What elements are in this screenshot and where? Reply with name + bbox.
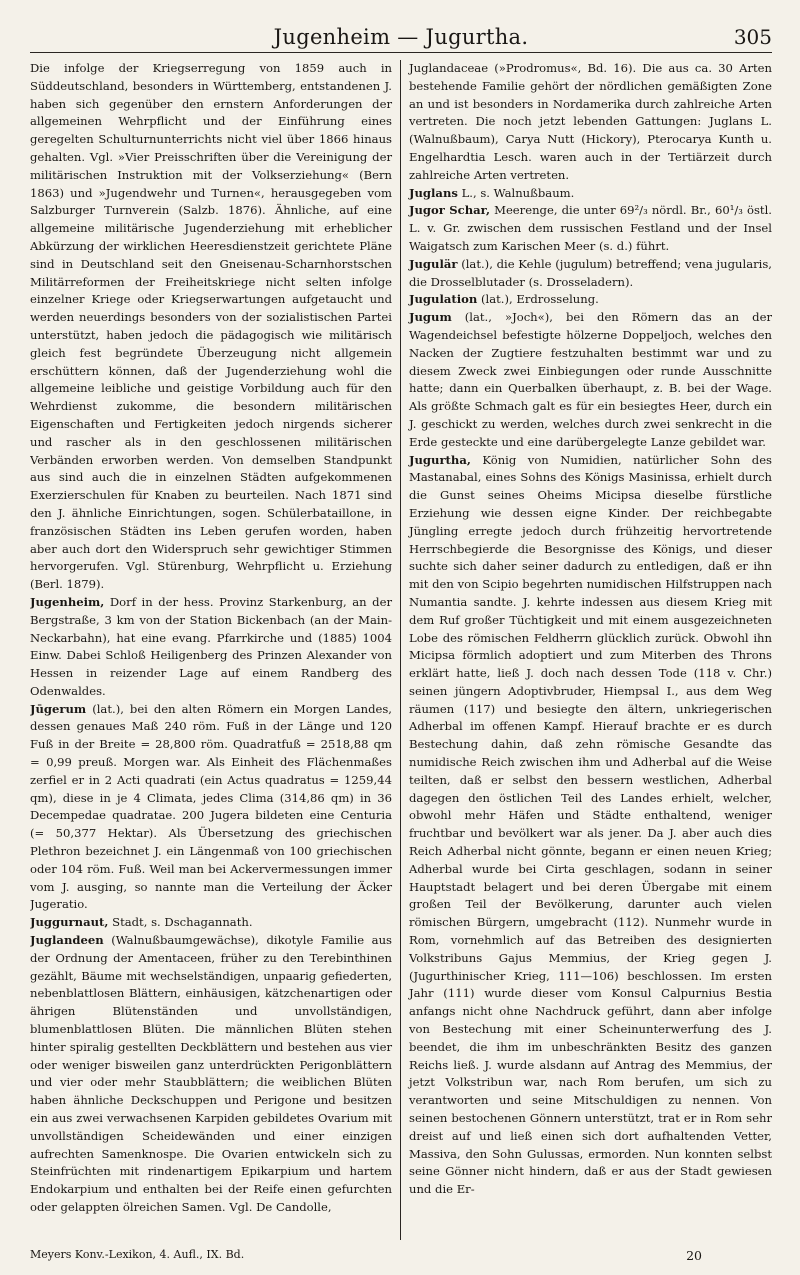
publisher-line: Meyers Konv.-Lexikon, 4. Aufl., IX. Bd. <box>30 1248 245 1261</box>
left-column <box>30 60 401 1240</box>
article-paragraph <box>30 60 392 594</box>
entry-headword: Jūgerum <box>30 701 87 716</box>
page-header <box>30 24 772 53</box>
entry-text: Juglandaceae (»Prodromus«, Bd. 16). Die aus ca. 30 Arten bestehende Familie gehört der nördlichen gemäßigten Zone an und ist besonders in Nordamerika durch zahlreiche Arten vertreten. Die noch jetzt lebenden Gattungen: Juglans L. (Walnußbaum), Carya Nutt (Hickory), Pterocarya Kunth u. Engelhardtia Lesch. waren auch in der Tertiärzeit durch zahlreiche Arten vertreten. <box>409 61 772 182</box>
entry-text: (Walnußbaumgewächse), dikotyle Familie aus der Ordnung der Amentaceen, früher zu den Terebinthinen gezählt, Bäume mit wechselständigen, unpaarig gefiederten, nebenblattlosen Blättern, einhäusigen, kätzchenartigen oder ährigen Blütenständen und unvollständigen, blumenblattlosen Blüten. Die männlichen Blüten stehen hinter spiralig gestellten Deckblättern und bestehen aus vier oder weniger bisweilen ganz unterdrückten Perigonblättern und vier oder mehr Staubblättern; die weiblichen Blüten haben ähnliche Deckschuppen und Perigone und besitzen ein aus zwei verwachsenen Karpiden gebildetes Ovarium mit unvollständigen Scheidewänden und einer einzigen aufrechten Samenknospe. Die Ovarien entwickeln sich zu Steinfrüchten mit rindenartigem Epikarpium und hartem Endokarpium und enthalten bei der Reife einen gefurchten oder gelappten ölreichen Samen. Vgl. De Candolle, <box>30 933 392 1214</box>
right-column <box>401 60 772 1240</box>
entry-headword: Juglandeen <box>30 933 104 948</box>
entry-headword: Jugenheim, <box>30 594 105 609</box>
entry-text: L., s. Walnußbaum. <box>457 185 575 200</box>
article-paragraph <box>409 60 772 185</box>
article-paragraph <box>409 291 772 309</box>
entry-headword: Jugulation <box>409 292 478 307</box>
entry-text: (lat.), Erdrosselung. <box>477 292 599 307</box>
running-title: Jugenheim — Jugurtha. <box>273 25 529 49</box>
article-paragraph <box>30 701 392 915</box>
entry-text: (lat.), bei den alten Römern ein Morgen Landes, dessen genaues Maß 240 röm. Fuß in der Länge und 120 Fuß in der Breite = 28,800 röm. Quadratfuß = 2518,88 qm = 0,99 preuß. Morgen war. Als Einheit des Flächenmaßes zerfiel er in 2 Acti quadrati (ein Actus quadratus = 1259,44 qm), diese in je 4 Climata, jedes Clima (314,86 qm) in 36 Decempedae quadratae. 200 Jugera bildeten eine Centuria (= 50,377 Hektar). Als Übersetzung des griechischen Plethron bezeichnet J. ein Längenmaß von 100 griechischen oder 104 röm. Fuß. Weil man bei Ackervermessungen immer vom J. ausging, so nannte man die Verteilung der Äcker Jugeratio. <box>30 701 392 912</box>
article-paragraph <box>409 309 772 451</box>
article-paragraph <box>30 594 392 701</box>
article-paragraph <box>409 256 772 292</box>
entry-text: Die infolge der Kriegserregung von 1859 auch in Süddeutschland, besonders in Württemberg, entstandenen J. haben sich gegenüber den ernstern Anforderungen der allgemeinen Wehrpflicht und der Einführung eines geregelten Schulturnunterrichts nicht viel über 1866 hinaus gehalten. Vgl. »Vier Preisschriften über die Vereinigung der militärischen Instruktion mit der Volkserziehung« (Bern 1863) und »Jugendwehr und Turnen«, herausgegeben vom Salzburger Turnverein (Salzb. 1876). Ähnliche, auf eine allgemeine militärische Jugenderziehung mit erheblicher Abkürzung der wirklichen Heeresdienstzeit gerichtete Pläne sind in Deutschland seit den Gneisenau-Scharnhorstschen Militärreformen der Freiheitskriege nicht selten infolge einzelner Kriege oder Kriegserwartungen aufgetaucht und werden neuerdings besonders von der sozialistischen Partei unterstützt, haben jedoch die pädagogisch wie militärisch gleich fest begründete Überzeugung nicht allgemein erschüttern können, daß der Jugenderziehung wohl die allgemeine leibliche und geistige Vorbildung auch für den Wehrdienst zukomme, die besondern militärischen Eigenschaften und Fertigkeiten jedoch nirgends sicherer und rascher als in den geschlossenen militärischen Verbänden erworben werden. Von demselben Standpunkt aus sind auch die in einzelnen Städten aufgekommenen Exerzierschulen für Knaben zu beurteilen. Nach 1871 sind den J. ähnliche Einrichtungen, sogen. Schülerbataillone, in französischen Städten ins Leben gerufen worden, haben aber auch dort den Widerspruch sehr gewichtiger Stimmen hervorgerufen. Vgl. Stürenburg, Wehrpflicht u. Erziehung (Berl. 1879). <box>30 61 392 592</box>
article-paragraph <box>30 914 392 932</box>
entry-headword: Juggurnaut, <box>30 915 109 930</box>
entry-headword: Juglans <box>409 185 458 200</box>
entry-headword: Jugulär <box>409 256 458 271</box>
page-footer <box>30 1248 772 1266</box>
entry-text: (lat., »Joch«), bei den Römern das an der Wagendeichsel befestigte hölzerne Doppeljoch, welches den Nacken der Zugtiere festzuhalten bestimmt war und zu diesem Zweck zwei Einbiegungen oder runde Ausschnitte hatte; dann ein Querbalken überhaupt, z. B. bei der Wage. Als größte Schmach galt es für ein besiegtes Heer, durch ein J. geschickt zu werden, welches durch zwei senkrecht in die Erde gesteckte und eine darübergelegte Lanze gebildet war. <box>409 310 772 449</box>
page-number: 305 <box>733 25 772 49</box>
entry-text: König von Numidien, natürlicher Sohn des Mastanabal, eines Sohns des Königs Masinissa, erhielt durch die Gunst seines Oheims Micipsa dieselbe fürstliche Erziehung wie dessen eigne Kinder. Der reichbegabte Jüngling erregte jedoch durch frühzeitig hervortretende Herrschbegierde die Besorgnisse des Königs, und dieser suchte sich daher seiner dadurch zu entledigen, daß er ihn mit den von Scipio begehrten numidischen Hilfstruppen nach Numantia sandte. J. kehrte indessen aus diesem Krieg mit dem Ruf großer Tüchtigkeit und mit einem ausgezeichneten Lobe des römischen Feldherrn glücklich zurück. Obwohl ihn Micipsa förmlich adoptiert und zum Miterben des Throns erklärt hatte, ließ J. doch nach dessen Tode (118 v. Chr.) seinen jüngern Adoptivbruder, Hiempsal I., aus dem Weg räumen (117) und besiegte den ältern, unkriegerischen Adherbal im offenen Kampf. Hierauf brachte er es durch Bestechung dahin, daß zehn römische Gesandte das numidische Reich zwischen ihm und Adherbal auf die Weise teilten, daß er selbst den bessern westlichen, Adherbal dagegen den östlichen Teil des Landes erhielt, welcher, obwohl mehr Häfen und Städte enthaltend, weniger fruchtbar und bevölkert war als jener. Da J. aber auch dies Reich Adherbal nicht gönnte, begann er einen neuen Krieg; Adherbal wurde bei Cirta geschlagen, sodann in seiner Hauptstadt belagert und bei deren Übergabe mit einem großen Teil der Bevölkerung, darunter auch vielen römischen Bürgern, umgebracht (112). Nunmehr wurde in Rom, vornehmlich auf das Betreiben des designierten Volkstribuns Gajus Memmius, der Krieg gegen J. (Jugurthinischer Krieg, 111—106) beschlossen. Im ersten Jahr (111) wurde dieser vom Konsul Calpurnius Bestia anfangs nicht ohne Nachdruck geführt, dann aber infolge von Bestechung mit einer Scheinunterwerfung des J. beendet, die ihm im unbeschränkten Besitz des ganzen Reichs ließ. J. wurde alsdann auf Antrag des Memmius, der jetzt Volkstribun war, nach Rom berufen, um sich zu verantworten und seine Mitschuldigen zu nennen. Von seinen bestochenen Gönnern unterstützt, trat er in Rom sehr dreist auf und ließ einen sich dort aufhaltenden Vetter, Massiva, den Sohn Gulussas, ermorden. Nun konnten selbst seine Gönner nicht hindern, daß er aus der Stadt gewiesen und die Er- <box>409 452 772 1197</box>
entry-text: Meerenge, die unter 69²/₃ nördl. Br., 60¹/₃ östl. L. v. Gr. zwischen dem russischen Festland und der Insel Waigatsch zum Karischen Meer (s. d.) führt. <box>409 203 772 253</box>
entry-headword: Jugurtha, <box>409 452 471 467</box>
entry-headword: Jugor Schar, <box>409 203 490 218</box>
entry-headword: Jugum <box>409 310 452 325</box>
entry-text: (lat.), die Kehle (jugulum) betreffend; vena jugularis, die Drosselblutader (s. Drosseladern). <box>409 256 772 289</box>
article-paragraph <box>409 202 772 255</box>
article-paragraph <box>30 932 392 1217</box>
entry-text: Stadt, s. Dschagannath. <box>108 915 253 930</box>
entry-text: Dorf in der hess. Provinz Starkenburg, an der Bergstraße, 3 km von der Station Bickenbach (an der Main-Neckarbahn), hat eine evang. Pfarrkirche und (1885) 1004 Einw. Dabei Schloß Heiligenberg des Prinzen Alexander von Hessen in reizender Lage auf einem Randberg des Odenwaldes. <box>30 594 392 698</box>
article-paragraph <box>409 452 772 1199</box>
text-columns <box>30 60 772 1240</box>
article-paragraph <box>409 185 772 203</box>
sheet-signature: 20 <box>686 1248 702 1263</box>
